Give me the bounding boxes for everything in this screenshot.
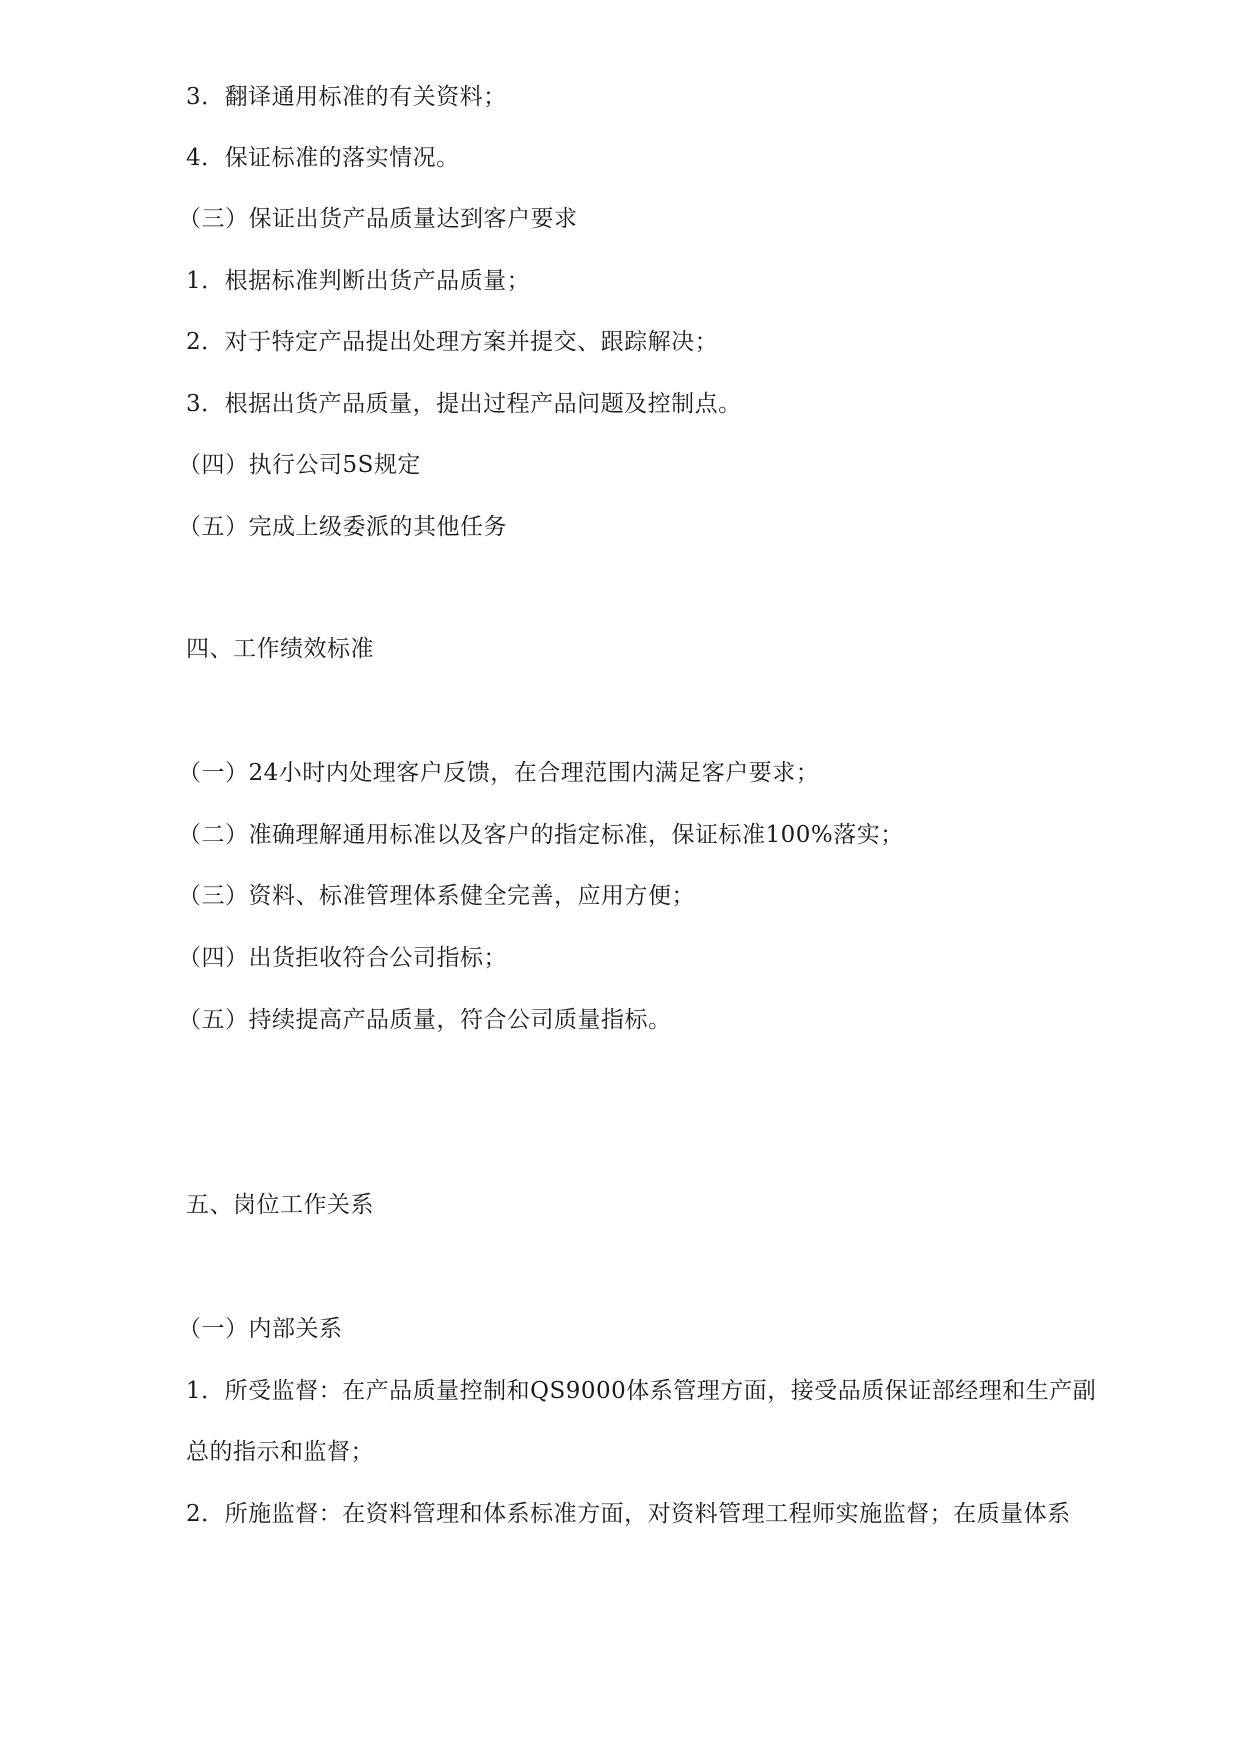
list-item: （三）资料、标准管理体系健全完善，应用方便； xyxy=(178,883,695,909)
subsection-heading: （四）执行公司5S规定 xyxy=(178,452,421,478)
list-item: 3．翻译通用标准的有关资料； xyxy=(186,84,507,110)
section-heading: 五、岗位工作关系 xyxy=(186,1192,374,1218)
subsection-heading: （三）保证出货产品质量达到客户要求 xyxy=(178,206,578,232)
subsection-heading: （五）完成上级委派的其他任务 xyxy=(178,514,507,540)
section-heading: 四、工作绩效标准 xyxy=(186,636,374,662)
list-item: 3．根据出货产品质量，提出过程产品问题及控制点。 xyxy=(186,391,742,417)
list-item: 4．保证标准的落实情况。 xyxy=(186,145,460,171)
paragraph-line: 2．所施监督：在资料管理和体系标准方面，对资料管理工程师实施监督；在质量体系 xyxy=(186,1501,1071,1527)
list-item: 2．对于特定产品提出处理方案并提交、跟踪解决； xyxy=(186,329,719,355)
list-item: （五）持续提高产品质量，符合公司质量指标。 xyxy=(178,1007,672,1033)
paragraph-line: 总的指示和监督； xyxy=(186,1439,374,1465)
list-item: 1．根据标准判断出货产品质量； xyxy=(186,268,531,294)
subsection-heading: （一）内部关系 xyxy=(178,1316,343,1342)
paragraph-line: 1．所受监督：在产品质量控制和QS9000体系管理方面，接受品质保证部经理和生产副 xyxy=(186,1378,1097,1404)
list-item: （二）准确理解通用标准以及客户的指定标准，保证标准100%落实； xyxy=(178,822,904,848)
list-item: （一）24小时内处理客户反馈，在合理范围内满足客户要求； xyxy=(178,760,820,786)
list-item: （四）出货拒收符合公司指标； xyxy=(178,945,507,971)
